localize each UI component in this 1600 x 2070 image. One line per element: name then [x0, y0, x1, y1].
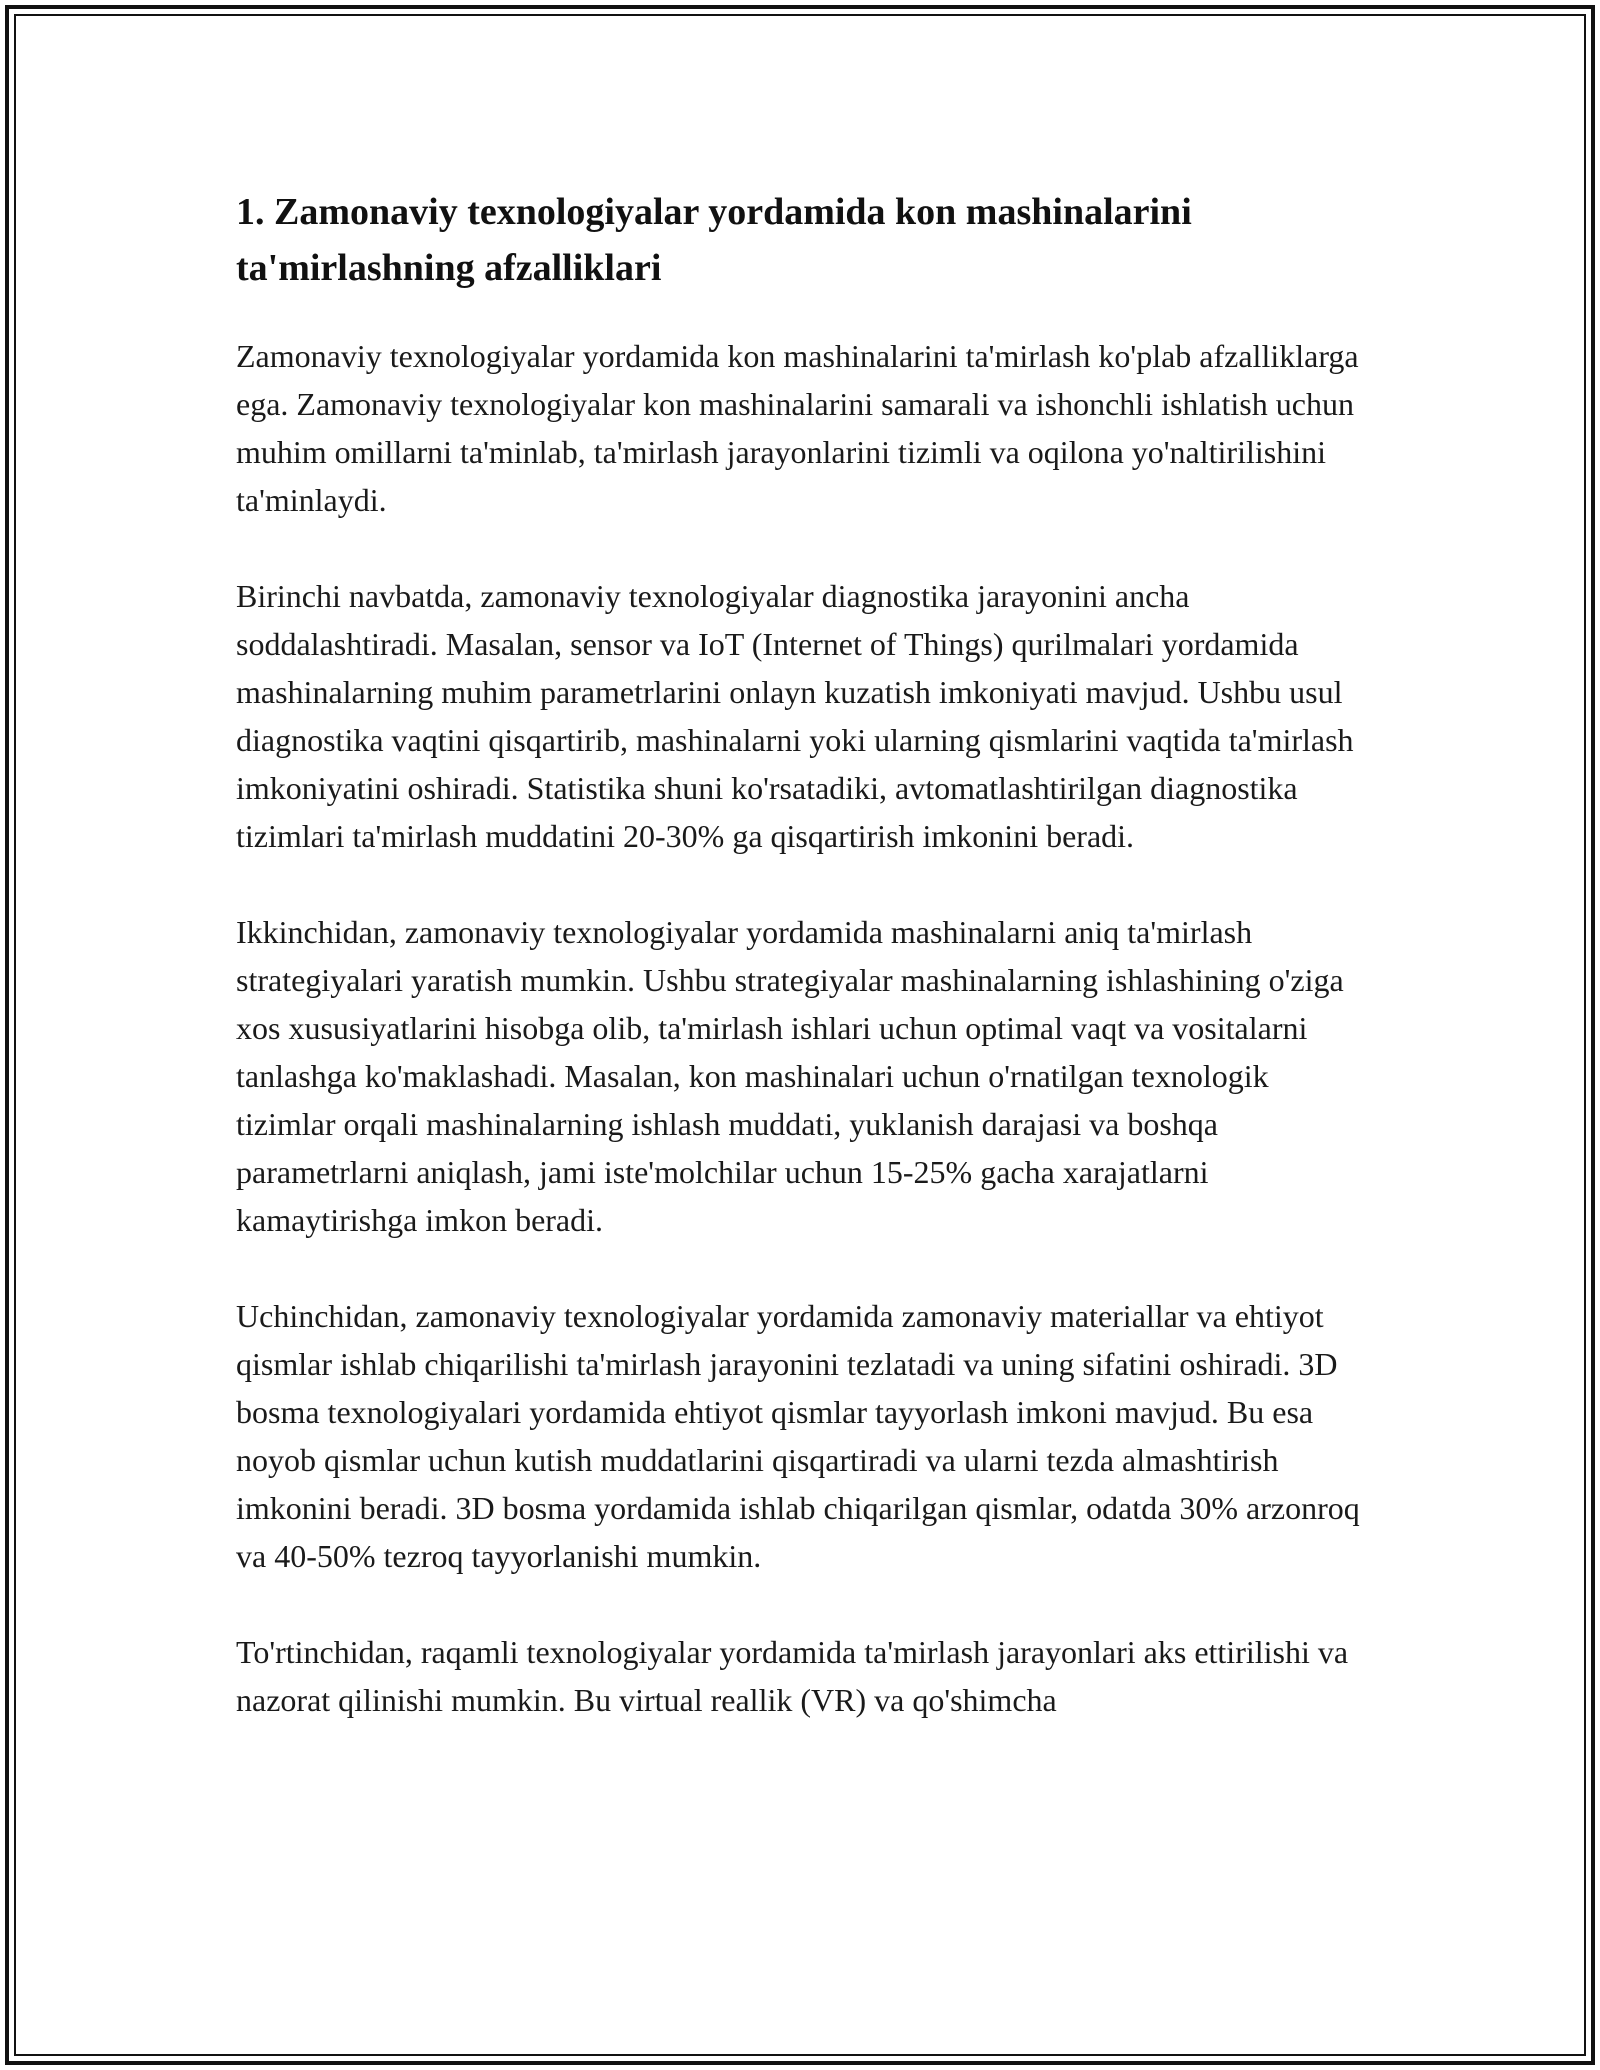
document-body: [236, 184, 1366, 1772]
paragraph-first-point: Birinchi navbatda, zamonaviy texnologiyalar diagnostika jarayonini ancha soddalashtiradi. Masalan, sensor va IoT (Internet of Things) qurilmalari yordamida mashinalarning muhim parametrlarini onlayn kuzatish imkoniyati mavjud. Ushbu usul diagnostika vaqtini qisqartirib, mashinalarni yoki ularning qismlarini vaqtida ta'mirlash imkoniyatini oshiradi. Statistika shuni ko'rsatadiki, avtomatlashtirilgan diagnostika tizimlari ta'mirlash muddatini 20-30% ga qisqartirish imkonini beradi.: [236, 578, 1354, 854]
paragraph-intro: Zamonaviy texnologiyalar yordamida kon mashinalarini ta'mirlash ko'plab afzalliklarga ega. Zamonaviy texnologiyalar kon mashinalarini samarali va ishonchli ishlatish uchun muhim omillarni ta'minlab, ta'mirlash jarayonlarini tizimli va oqilona yo'naltirilishini ta'minlaydi.: [236, 338, 1359, 518]
paragraph-fourth-point: To'rtinchidan, raqamli texnologiyalar yordamida ta'mirlash jarayonlari aks ettirilishi va nazorat qilinishi mumkin. Bu virtual reallik (VR) va qo'shimcha: [236, 1634, 1349, 1718]
paragraph-third-point: Uchinchidan, zamonaviy texnologiyalar yordamida zamonaviy materiallar va ehtiyot qismlar ishlab chiqarilishi ta'mirlash jarayonini tezlatadi va uning sifatini oshiradi. 3D bosma texnologiyalari yordamida ehtiyot qismlar tayyorlash imkoni mavjud. Bu esa noyob qismlar uchun kutish muddatlarini qisqartiradi va ularni tezda almashtirish imkonini beradi. 3D bosma yordamida ishlab chiqarilgan qismlar, odatda 30% arzonroq va 40-50% tezroq tayyorlanishi mumkin.: [236, 1298, 1360, 1574]
paragraph-second-point: Ikkinchidan, zamonaviy texnologiyalar yordamida mashinalarni aniq ta'mirlash strategiyalari yaratish mumkin. Ushbu strategiyalar mashinalarning ishlashining o'ziga xos xususiyatlarini hisobga olib, ta'mirlash ishlari uchun optimal vaqt va vositalarni tanlashga ko'maklashadi. Masalan, kon mashinalari uchun o'rnatilgan texnologik tizimlar orqali mashinalarning ishlash muddati, yuklanish darajasi va boshqa parametrlarni aniqlash, jami iste'molchilar uchun 15-25% gacha xarajatlarni kamaytirishga imkon beradi.: [236, 914, 1344, 1238]
section-heading: 1. Zamonaviy texnologiyalar yordamida kon mashinalarini ta'mirlashning afzalliklari: [236, 191, 1192, 289]
